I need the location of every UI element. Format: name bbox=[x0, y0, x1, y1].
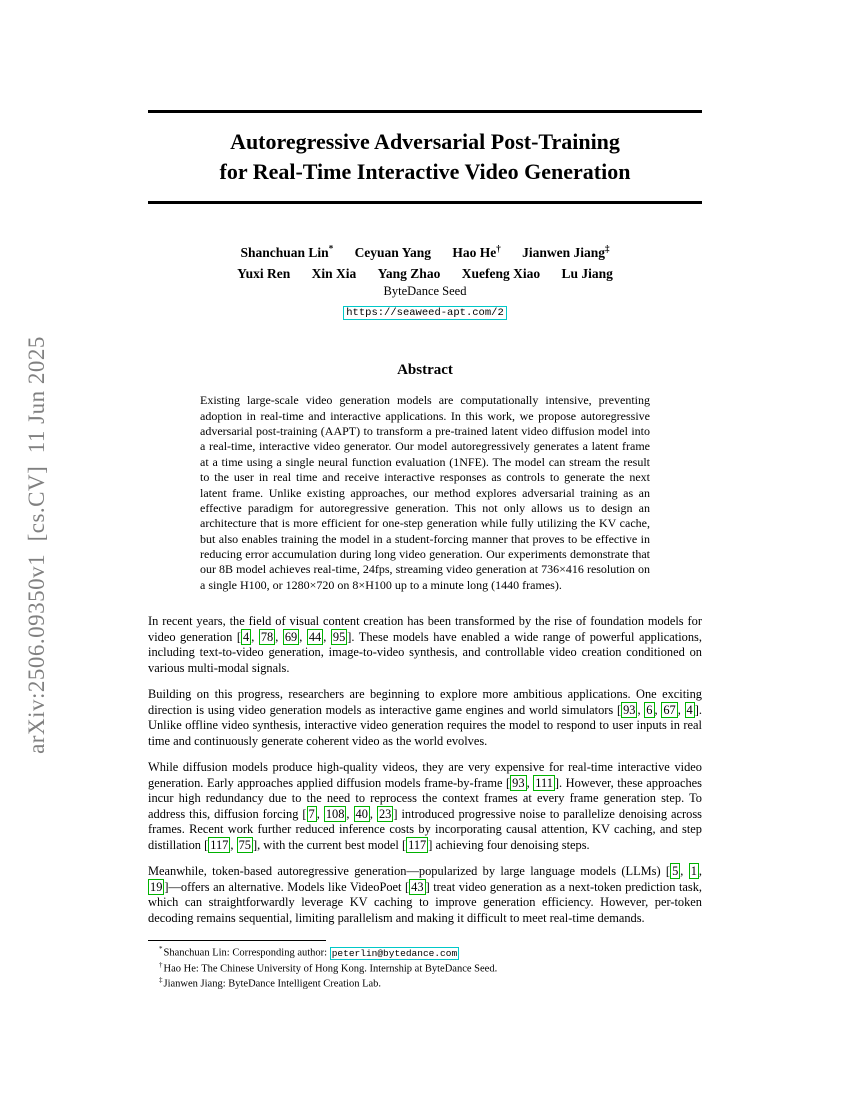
text-segment: , bbox=[316, 806, 324, 821]
text-segment: , bbox=[677, 702, 685, 717]
text-segment: , bbox=[251, 629, 259, 644]
citation-link[interactable]: 78 bbox=[260, 629, 274, 644]
citation-link[interactable]: 7 bbox=[308, 806, 315, 821]
citation-link[interactable]: 43 bbox=[411, 879, 424, 894]
author bbox=[561, 266, 612, 281]
body-paragraph-4 bbox=[148, 864, 702, 926]
text-segment: ] introduced progressive noise to parallelize denoising across frames. Recent work further reduced inference costs by incorporating causal attention, KV caching, and step distillation [ bbox=[148, 806, 703, 852]
author bbox=[462, 266, 540, 281]
text-segment: , bbox=[323, 629, 331, 644]
text-segment: , bbox=[680, 864, 689, 879]
author-name: Ceyuan Yang bbox=[354, 244, 431, 260]
citation-link[interactable]: 93 bbox=[623, 702, 636, 717]
text-segment: ] achieving four denoising steps. bbox=[428, 837, 590, 852]
footnote-marker: † bbox=[159, 960, 163, 969]
author bbox=[312, 266, 357, 281]
author-name: Hao He bbox=[452, 244, 497, 260]
citation-link[interactable]: 40 bbox=[355, 806, 368, 821]
text-segment: Building on this progress, researchers are beginning to explore more ambitious applications. One exciting direction is using video generation models as interactive game engines and world simulators [ bbox=[148, 687, 702, 717]
text-segment: , bbox=[526, 775, 534, 790]
text-segment: , bbox=[654, 702, 662, 717]
paper-title bbox=[148, 127, 702, 186]
citation-link[interactable]: 111 bbox=[535, 775, 553, 790]
body-paragraph-2 bbox=[148, 687, 702, 749]
footnote-1 bbox=[148, 945, 702, 961]
footnote-marker: ‡ bbox=[159, 976, 163, 985]
paper-content bbox=[148, 0, 702, 992]
text-segment: ] treat video generation as a next-token prediction task, which can straightforwardly leverage KV caching to improve generation efficiency. However, per-token decoding remains sequential, limiting parallelism and making it difficult to meet real-time demands. bbox=[148, 879, 702, 925]
citation-link[interactable]: 5 bbox=[672, 864, 679, 879]
citation-link[interactable]: 23 bbox=[378, 806, 392, 821]
text-segment: , bbox=[698, 864, 702, 879]
author bbox=[355, 245, 431, 260]
citation-link[interactable]: 69 bbox=[284, 629, 298, 644]
author-footnote-marker: * bbox=[328, 243, 334, 254]
author-name: Shanchuan Lin bbox=[240, 244, 329, 260]
arxiv-watermark: arXiv:2506.09350v1 [cs.CV] 11 Jun 2025 bbox=[24, 336, 49, 754]
text-segment: ]. These models have enabled a wide range of powerful applications, including text-to-video generation, image-to-video synthesis, and controllable video creation conditioned on various multi-modal signals. bbox=[148, 629, 702, 675]
citation-link[interactable]: 75 bbox=[238, 837, 251, 852]
citation-link[interactable]: 6 bbox=[646, 702, 653, 717]
body-paragraph-1 bbox=[148, 614, 702, 676]
paper-title-line2: for Real-Time Interactive Video Generation bbox=[219, 158, 631, 184]
title-rule-bottom bbox=[148, 201, 702, 204]
footnote-3 bbox=[148, 976, 702, 992]
author-row-1 bbox=[148, 240, 702, 261]
citation-link[interactable]: 4 bbox=[686, 702, 693, 717]
author bbox=[241, 245, 334, 260]
author-name: Yuxi Ren bbox=[237, 266, 291, 282]
author-name: Lu Jiang bbox=[561, 266, 613, 282]
citation-link[interactable]: 44 bbox=[308, 629, 322, 644]
project-url-row bbox=[148, 302, 702, 320]
citation-link[interactable]: 1 bbox=[690, 864, 697, 879]
text-segment: Shanchuan Lin: Corresponding author: bbox=[163, 947, 330, 959]
author-block bbox=[148, 240, 702, 320]
text-segment: , bbox=[275, 629, 283, 644]
abstract-text: Existing large-scale video generation models are computationally intensive, preventing adoption in real-time and interactive applications. In this work, we propose autoregressive adversarial post-training (AAPT) to transform a pre-trained latent video diffusion model into a real-time, interactive video generator. Our model autoregressively generates a latent frame at a time using a single neural function evaluation (1NFE). The model can stream the result to the user in real time and receive interactive responses as controls to generate the next latent frame. Unlike existing approaches, our method explores adversarial training as an effective paradigm for autoregressive generation. This not only allows us to design an architecture that is more efficient for one-step generation while fully utilizing the KV cache, but also enables training the model in a student-forcing manner that proves to be effective in reducing error accumulation during long video generation. Our experiments demonstrate that our 8B model achieves real-time, 24fps, streaming video generation at 736×416 resolution on a single H100, or 1280×720 on 8×H100 up to a minute long (1440 frames). bbox=[200, 393, 650, 592]
author-name: Jianwen Jiang bbox=[522, 244, 605, 260]
text-segment: Meanwhile, token-based autoregressive generation—popularized by large language models (LLMs) [ bbox=[148, 864, 671, 879]
footnote-rule bbox=[148, 940, 326, 941]
citation-link[interactable]: 19 bbox=[150, 879, 163, 894]
author-name: Xuefeng Xiao bbox=[461, 266, 541, 282]
project-url-link[interactable]: https://seaweed-apt.com/2 bbox=[343, 306, 507, 320]
author bbox=[522, 245, 609, 260]
author bbox=[378, 266, 441, 281]
citation-link[interactable]: 93 bbox=[512, 775, 525, 790]
author-name: Xin Xia bbox=[311, 266, 357, 282]
text-segment: While diffusion models produce high-quality videos, they are very expensive for real-time interactive video generation. Early approaches applied diffusion models frame-by-frame [ bbox=[148, 760, 702, 790]
text-segment: , bbox=[230, 837, 237, 852]
text-segment: , bbox=[299, 629, 307, 644]
email-link[interactable]: peterlin@bytedance.com bbox=[331, 947, 458, 959]
text-segment: Jianwen Jiang: ByteDance Intelligent Creation Lab. bbox=[163, 978, 382, 990]
footnote-marker: * bbox=[159, 945, 163, 954]
footnotes bbox=[148, 945, 702, 992]
citation-link[interactable]: 95 bbox=[332, 629, 346, 644]
title-rule-top bbox=[148, 110, 702, 113]
author bbox=[452, 245, 500, 260]
abstract-heading: Abstract bbox=[397, 362, 453, 379]
paper-title-line1: Autoregressive Adversarial Post-Training bbox=[230, 129, 620, 154]
citation-link[interactable]: 117 bbox=[210, 837, 229, 852]
text-segment: ], with the current best model [ bbox=[252, 837, 407, 852]
body-paragraph-3 bbox=[148, 760, 702, 853]
author-footnote-marker: ‡ bbox=[605, 243, 610, 254]
citation-link[interactable]: 4 bbox=[243, 629, 250, 644]
text-segment: , bbox=[637, 702, 645, 717]
citation-link[interactable]: 108 bbox=[325, 806, 345, 821]
author bbox=[237, 266, 290, 281]
author-name: Yang Zhao bbox=[377, 266, 441, 282]
text-segment: ]—offers an alternative. Models like VideoPoet [ bbox=[164, 879, 410, 894]
affiliation: ByteDance Seed bbox=[383, 284, 467, 299]
text-segment: , bbox=[346, 806, 354, 821]
citation-link[interactable]: 67 bbox=[663, 702, 676, 717]
footnote-2 bbox=[148, 961, 702, 977]
text-segment: Hao He: The Chinese University of Hong Kong. Internship at ByteDance Seed. bbox=[163, 963, 498, 975]
author-row-2 bbox=[148, 262, 702, 283]
citation-link[interactable]: 117 bbox=[408, 837, 427, 852]
text-segment: ]. However, these approaches incur high redundancy due to the need to reprocess the context frames at every frame generation step. To address this, diffusion forcing [ bbox=[148, 775, 702, 821]
text-segment: ]. Unlike offline video synthesis, interactive video generation requires the model to respond to user inputs in real time and continuously generate coherent video as the world evolves. bbox=[148, 702, 702, 748]
text-segment: , bbox=[369, 806, 377, 821]
text-segment: In recent years, the field of visual content creation has been transformed by the rise of foundation models for video generation [ bbox=[148, 614, 702, 644]
author-footnote-marker: † bbox=[496, 243, 501, 254]
